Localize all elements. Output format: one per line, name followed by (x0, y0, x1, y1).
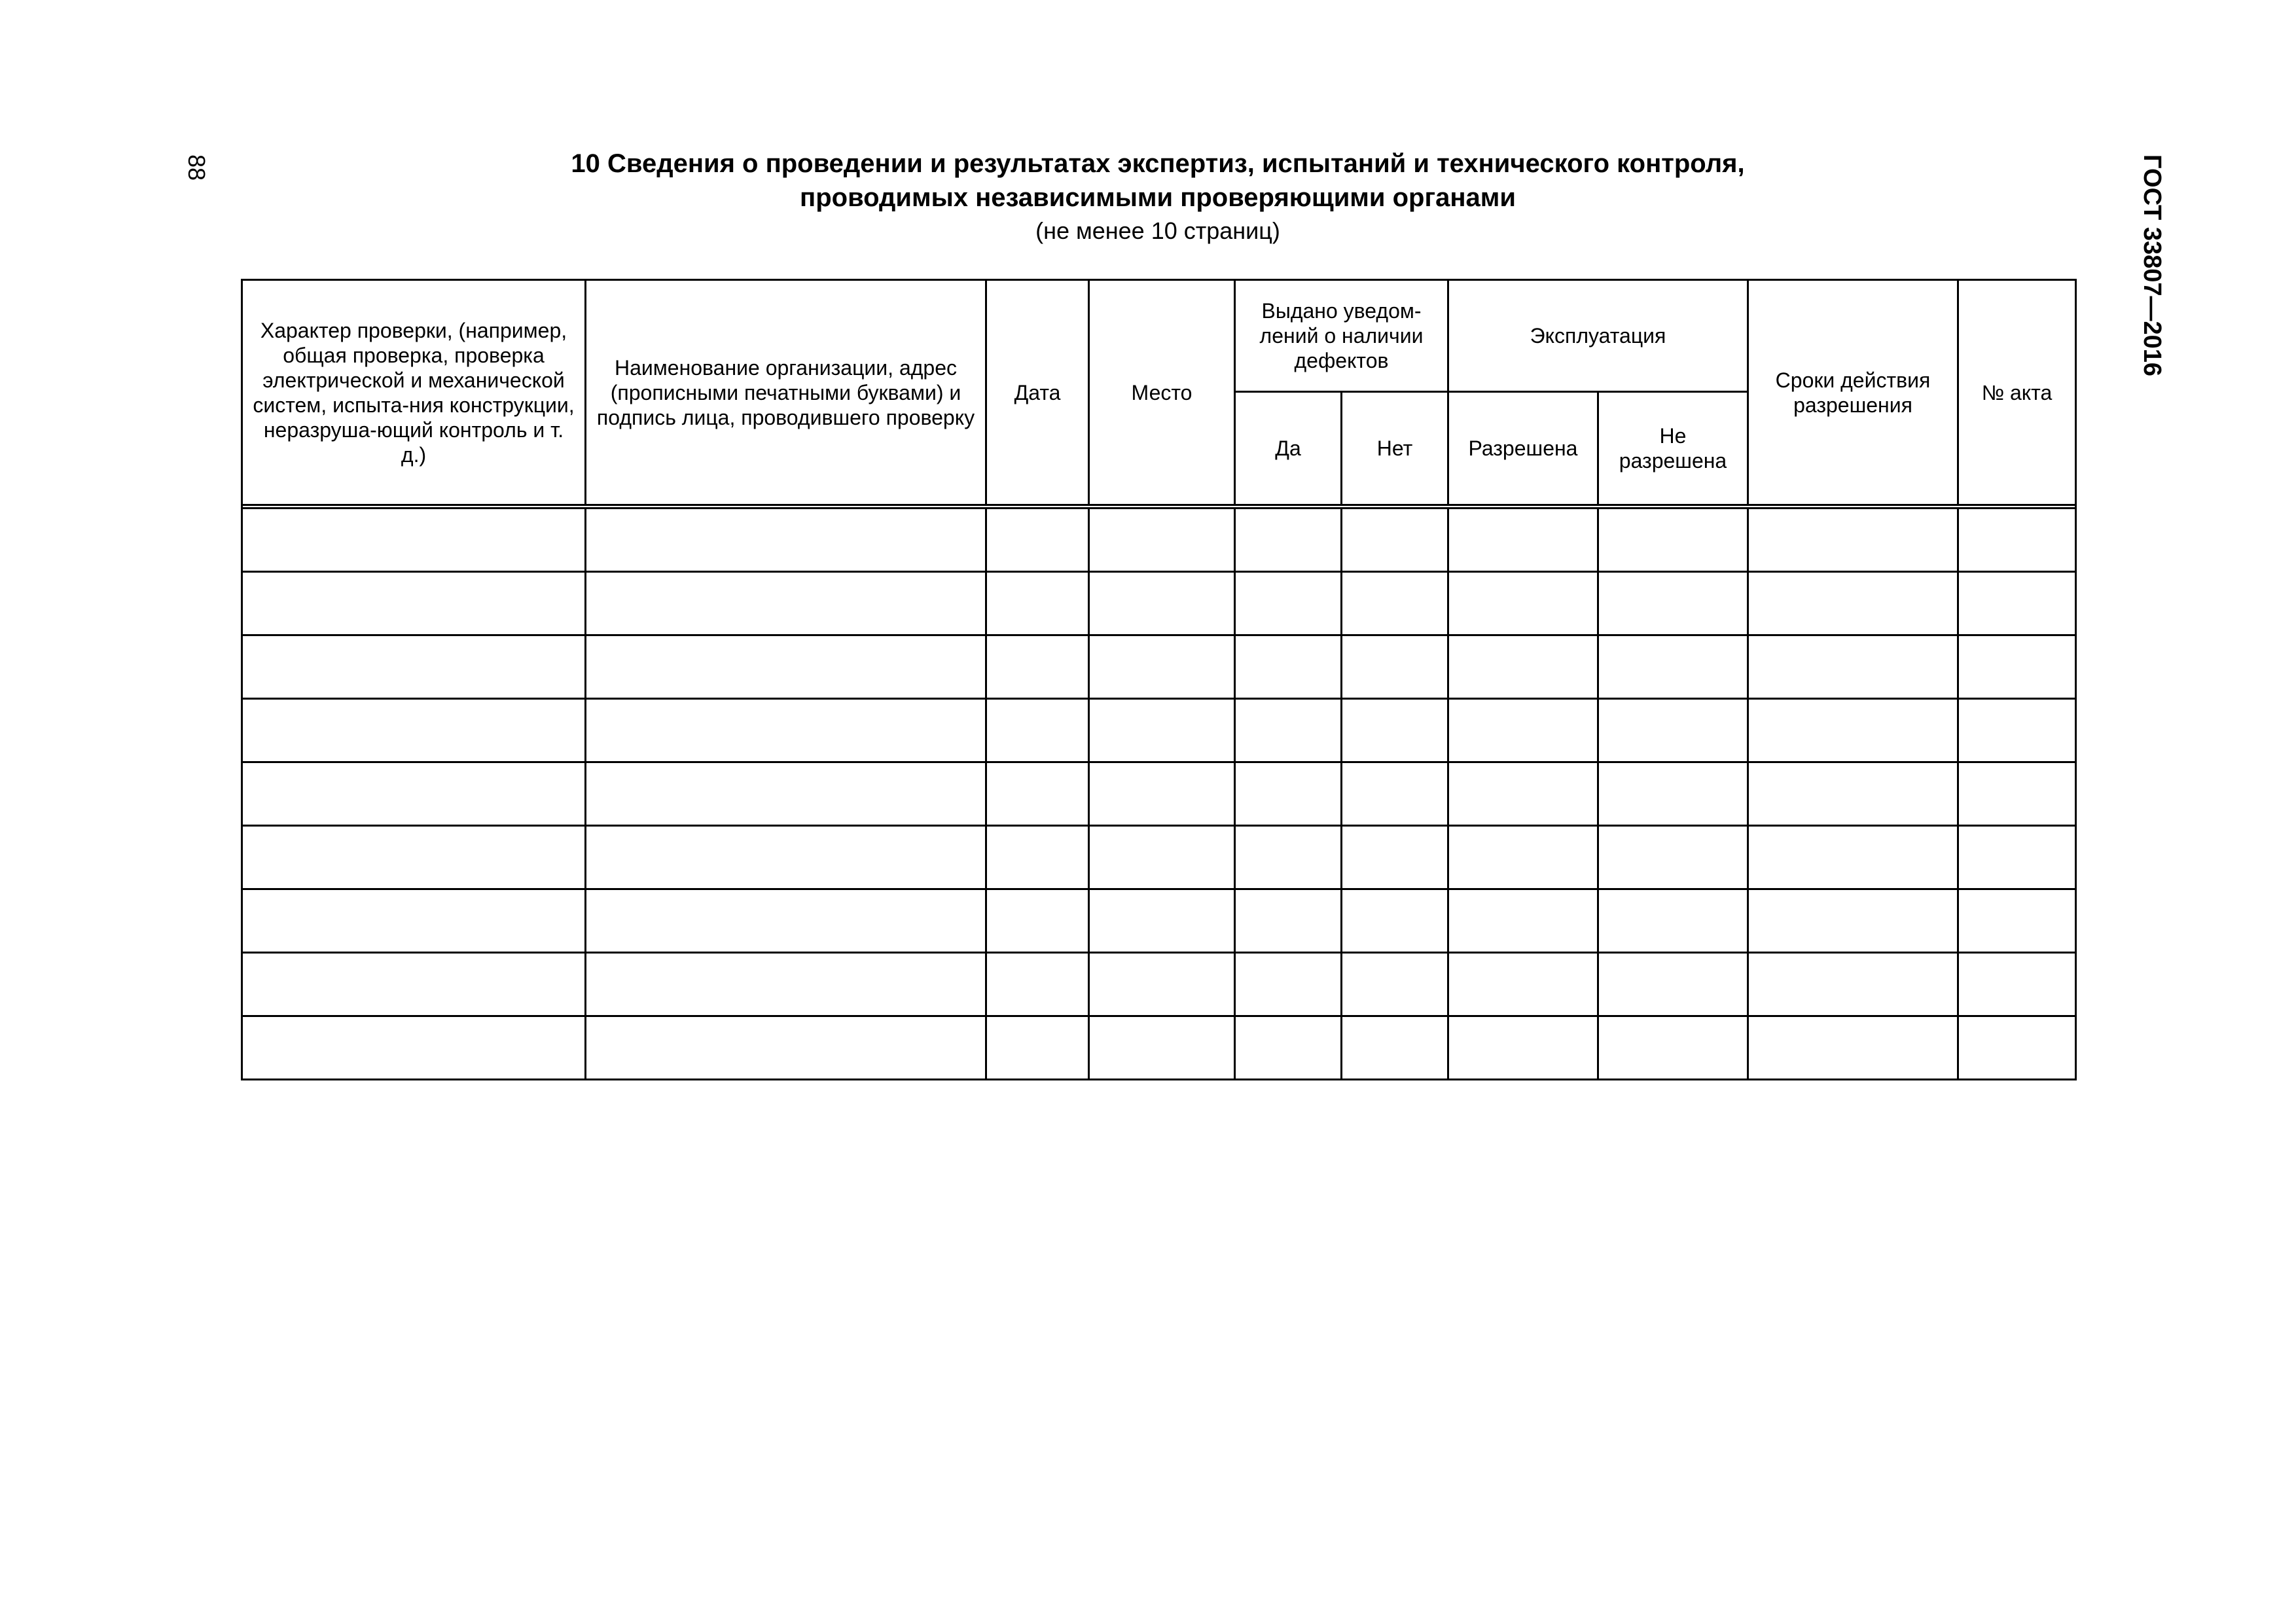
table-cell (1748, 699, 1958, 762)
header-row-top (242, 280, 2076, 392)
table-row (242, 572, 2076, 635)
section-title (241, 147, 2075, 247)
header-notices: Выдано уведом-лений о наличии дефектов (1235, 280, 1448, 392)
table-body (242, 505, 2076, 1080)
table-cell (586, 1016, 986, 1080)
table-cell (1958, 1016, 2076, 1080)
table-cell (986, 699, 1089, 762)
table-cell (242, 953, 586, 1016)
header-act-number: № акта (1958, 280, 2076, 505)
table-cell (586, 826, 986, 889)
table-cell (1748, 572, 1958, 635)
table-cell (1089, 889, 1235, 953)
table-cell (1448, 572, 1598, 635)
table-cell (1598, 572, 1748, 635)
table-cell (1089, 762, 1235, 826)
table-cell (1342, 572, 1448, 635)
table-cell (986, 826, 1089, 889)
table-cell (1748, 762, 1958, 826)
table-cell (1448, 826, 1598, 889)
table-row (242, 826, 2076, 889)
table-row (242, 635, 2076, 699)
table-cell (1598, 953, 1748, 1016)
table-cell (242, 762, 586, 826)
table-cell (1748, 635, 1958, 699)
table-cell (586, 635, 986, 699)
table-cell (1598, 699, 1748, 762)
table-cell (1235, 572, 1342, 635)
table-cell (986, 953, 1089, 1016)
table-cell (1342, 953, 1448, 1016)
table-row (242, 699, 2076, 762)
table-cell (1235, 635, 1342, 699)
header-operation-allowed: Разрешена (1448, 392, 1598, 505)
table-cell (586, 572, 986, 635)
table-cell (986, 508, 1089, 572)
table-cell (586, 508, 986, 572)
header-operation: Эксплуатация (1448, 280, 1748, 392)
header-character: Характер проверки, (например, общая проверка, проверка электрической и механической систем, испыта-ния конструкции, неразруша-ющий контроль и т. д.) (242, 280, 586, 505)
table-cell (1958, 953, 2076, 1016)
table-cell (1235, 508, 1342, 572)
table-cell (1342, 889, 1448, 953)
header-notices-no: Нет (1342, 392, 1448, 505)
table-cell (1448, 1016, 1598, 1080)
inspection-table (241, 279, 2077, 1080)
table-cell (1089, 1016, 1235, 1080)
table-cell (1748, 953, 1958, 1016)
table-cell (986, 635, 1089, 699)
title-note: (не менее 10 страниц) (1035, 217, 1280, 244)
table-cell (1448, 953, 1598, 1016)
table-cell (1089, 699, 1235, 762)
table-cell (242, 699, 586, 762)
table-cell (1958, 889, 2076, 953)
table-cell (242, 889, 586, 953)
header-notices-yes: Да (1235, 392, 1342, 505)
table-cell (986, 572, 1089, 635)
table-cell (1958, 762, 2076, 826)
table-cell (1342, 635, 1448, 699)
table-cell (1598, 508, 1748, 572)
table-row (242, 762, 2076, 826)
table-cell (1342, 699, 1448, 762)
table-cell (986, 762, 1089, 826)
table-cell (986, 889, 1089, 953)
table-cell (1342, 508, 1448, 572)
table-cell (1089, 508, 1235, 572)
table-cell (1958, 508, 2076, 572)
table-row (242, 1016, 2076, 1080)
table-cell (1089, 572, 1235, 635)
table-cell (1958, 699, 2076, 762)
table-cell (586, 699, 986, 762)
table-row (242, 889, 2076, 953)
table-cell (1448, 889, 1598, 953)
table-cell (586, 889, 986, 953)
table-cell (1235, 699, 1342, 762)
table-cell (1958, 826, 2076, 889)
title-line-1: 10 Сведения о проведении и результатах экспертиз, испытаний и технического контроля, (571, 149, 1745, 178)
table-cell (242, 508, 586, 572)
table-cell (1958, 635, 2076, 699)
table-cell (1748, 508, 1958, 572)
header-date: Дата (986, 280, 1089, 505)
table-cell (1748, 1016, 1958, 1080)
table-cell (1342, 762, 1448, 826)
table-cell (1598, 1016, 1748, 1080)
table-cell (1598, 762, 1748, 826)
table-cell (1235, 889, 1342, 953)
table-cell (1089, 826, 1235, 889)
table-cell (1448, 635, 1598, 699)
table-cell (1342, 1016, 1448, 1080)
title-line-2: проводимых независимыми проверяющими органами (800, 183, 1516, 212)
table-cell (1235, 953, 1342, 1016)
table-cell (242, 1016, 586, 1080)
table-cell (242, 826, 586, 889)
table-cell (1089, 635, 1235, 699)
table-cell (586, 953, 986, 1016)
table-cell (1448, 699, 1598, 762)
table-cell (1448, 508, 1598, 572)
header-organization: Наименование организации, адрес (прописными печатными буквами) и подпись лица, проводившего проверку (586, 280, 986, 505)
table-cell (1448, 762, 1598, 826)
page-number: 88 (183, 154, 210, 181)
document-code: ГОСТ 33807—2016 (2138, 154, 2166, 377)
table-cell (1235, 762, 1342, 826)
header-operation-not-allowed: Не разрешена (1598, 392, 1748, 505)
table-cell (242, 572, 586, 635)
table-cell (1958, 572, 2076, 635)
table-row (242, 508, 2076, 572)
table-cell (1235, 826, 1342, 889)
table-cell (242, 635, 586, 699)
table-cell (1089, 953, 1235, 1016)
header-place: Место (1089, 280, 1235, 505)
table-cell (1748, 889, 1958, 953)
table-cell (586, 762, 986, 826)
header-validity: Сроки действия разрешения (1748, 280, 1958, 505)
table-cell (1598, 889, 1748, 953)
table-cell (1748, 826, 1958, 889)
table-cell (1235, 1016, 1342, 1080)
table-row (242, 953, 2076, 1016)
table-cell (1598, 635, 1748, 699)
table-cell (986, 1016, 1089, 1080)
table-cell (1342, 826, 1448, 889)
table-cell (1598, 826, 1748, 889)
